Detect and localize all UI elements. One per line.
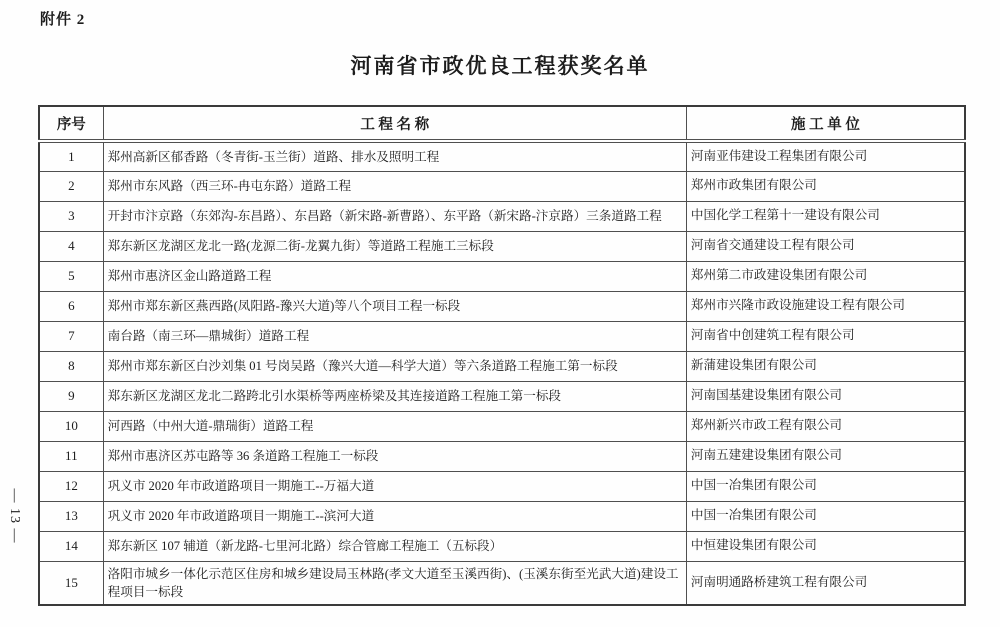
table-row [39,501,965,531]
project-cell: 郑东新区龙湖区龙北一路(龙源二街-龙翼九街）等道路工程施工三标段 [103,231,686,261]
table-row [39,261,965,291]
serial-cell: 14 [39,531,103,561]
unit-cell: 郑州新兴市政工程有限公司 [686,411,965,441]
serial-cell: 9 [39,381,103,411]
table-header-row [39,106,965,141]
project-cell: 郑东新区龙湖区龙北二路跨北引水渠桥等两座桥梁及其连接道路工程施工第一标段 [103,381,686,411]
table-row [39,171,965,201]
unit-cell: 河南五建建设集团有限公司 [686,441,965,471]
page-number: — 13 — [7,488,22,544]
attachment-label: 附件 2 [40,12,86,28]
table-row [39,141,965,171]
project-cell: 郑州高新区郁香路（冬青街-玉兰街）道路、排水及照明工程 [103,141,686,171]
unit-cell: 中国一冶集团有限公司 [686,501,965,531]
project-cell: 开封市汴京路（东郊沟-东昌路）、东昌路（新宋路-新曹路）、东平路（新宋路-汴京路）三条道路工程 [103,201,686,231]
serial-cell: 4 [39,231,103,261]
table-row [39,441,965,471]
table-row [39,561,965,605]
serial-cell: 15 [39,561,103,605]
serial-cell: 5 [39,261,103,291]
unit-cell: 河南国基建设集团有限公司 [686,381,965,411]
table-row [39,411,965,441]
project-cell: 洛阳市城乡一体化示范区住房和城乡建设局玉林路(孝文大道至玉溪西街)、(玉溪东街至光武大道)建设工程项目一标段 [103,561,686,605]
serial-cell: 7 [39,321,103,351]
serial-cell: 13 [39,501,103,531]
table-row [39,201,965,231]
project-cell: 郑州市东风路（西三环-冉屯东路）道路工程 [103,171,686,201]
serial-cell: 8 [39,351,103,381]
awards-table [38,105,966,606]
project-cell: 郑东新区 107 辅道（新龙路-七里河北路）综合管廊工程施工（五标段） [103,531,686,561]
project-cell: 郑州市惠济区苏屯路等 36 条道路工程施工一标段 [103,441,686,471]
serial-cell: 12 [39,471,103,501]
unit-cell: 中国一冶集团有限公司 [686,471,965,501]
project-cell: 郑州市惠济区金山路道路工程 [103,261,686,291]
table-row [39,231,965,261]
table-row [39,321,965,351]
unit-cell: 河南省中创建筑工程有限公司 [686,321,965,351]
serial-cell: 10 [39,411,103,441]
unit-cell: 郑州第二市政建设集团有限公司 [686,261,965,291]
table-row [39,351,965,381]
unit-cell: 中恒建设集团有限公司 [686,531,965,561]
unit-cell: 河南明通路桥建筑工程有限公司 [686,561,965,605]
project-cell: 巩义市 2020 年市政道路项目一期施工--滨河大道 [103,501,686,531]
table-row [39,291,965,321]
project-cell: 河西路（中州大道-鼎瑞街）道路工程 [103,411,686,441]
project-cell: 郑州市郑东新区白沙刘集 01 号岗吴路（豫兴大道—科学大道）等六条道路工程施工第一标段 [103,351,686,381]
header-unit: 施 工 单 位 [686,106,965,141]
project-cell: 南台路（南三环—鼎城街）道路工程 [103,321,686,351]
table-row [39,381,965,411]
unit-cell: 郑州市政集团有限公司 [686,171,965,201]
unit-cell: 河南亚伟建设工程集团有限公司 [686,141,965,171]
serial-cell: 3 [39,201,103,231]
page-title: 河南省市政优良工程获奖名单 [350,54,650,78]
project-cell: 巩义市 2020 年市政道路项目一期施工--万福大道 [103,471,686,501]
unit-cell: 中国化学工程第十一建设有限公司 [686,201,965,231]
header-project: 工 程 名 称 [103,106,686,141]
unit-cell: 新蒲建设集团有限公司 [686,351,965,381]
header-serial: 序号 [39,106,103,141]
serial-cell: 2 [39,171,103,201]
unit-cell: 河南省交通建设工程有限公司 [686,231,965,261]
serial-cell: 6 [39,291,103,321]
project-cell: 郑州市郑东新区燕西路(凤阳路-豫兴大道)等八个项目工程一标段 [103,291,686,321]
table-row [39,531,965,561]
serial-cell: 11 [39,441,103,471]
table-row [39,471,965,501]
serial-cell: 1 [39,141,103,171]
unit-cell: 郑州市兴隆市政设施建设工程有限公司 [686,291,965,321]
